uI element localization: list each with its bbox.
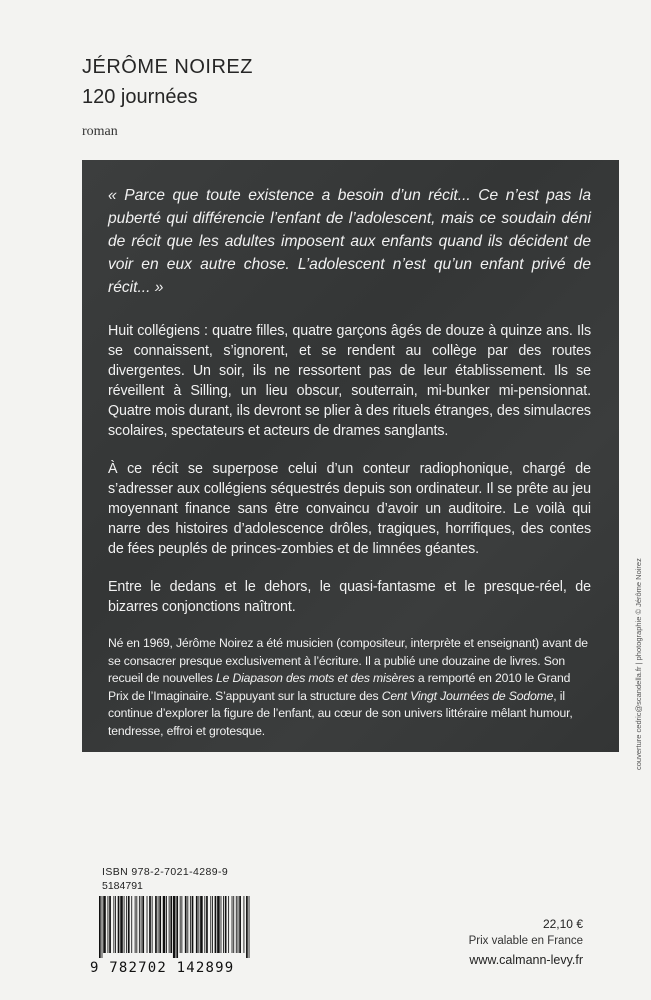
opening-quote: « Parce que toute existence a besoin d’un récit... Ce n’est pas la puberté qui différencie l’enfant de l’adolescent, mais ce soudain déni de récit que les adultes imposent aux enfants quand ils décident de voir en eux autre chose. L’adolescent n’est qu’un enfant privé de récit... » xyxy=(108,187,591,296)
isbn-label: ISBN 978-2-7021-4289-9 xyxy=(102,866,229,878)
price: 22,10 € xyxy=(542,917,583,931)
bio-text-1: Né en 1969, Jérôme Noirez a été musicien (compositeur, interprète et enseignant) avant de se consacrer presque exclusivement à l’écriture. Il a publié une douzaine de livres. Son recueil de nouvelles xyxy=(108,636,588,686)
author-bio xyxy=(108,635,591,741)
author-name: JÉRÔME NOIREZ xyxy=(82,56,253,78)
publisher-website: www.calmann-levy.fr xyxy=(469,953,583,967)
summary-paragraph-1: Huit collégiens : quatre filles, quatre garçons âgés de douze à quinze ans. Ils se connaissent, s’ignorent, et se rendent au collège par des routes divergentes. Un soir, ils ne ressortent pas de leur établissement. Ils se réveillent à Silling, un lieu obscur, souterrain, mi-bunker mi-pensionnat. Quatre mois durant, ils devront se plier à des rituels étranges, des simulacres scolaires, spectateurs et acteurs de drames sanglants. xyxy=(108,323,591,439)
blurb-panel xyxy=(82,160,619,752)
ean-number: 9 782702 142899 xyxy=(90,960,235,976)
barcode xyxy=(97,896,252,958)
bio-text-3: , il continue d’explorer la figure de l’enfant, au cœur de son univers littéraire mêlant humour, tendresse, effroi et grotesque. xyxy=(108,688,573,738)
bio-book-title-1: Le Diapason des mots et des misères xyxy=(215,671,415,686)
cover-credit-text: couverture cedric@scandella.fr | photographie © Jérôme Noirez xyxy=(634,558,643,770)
internal-code: 5184791 xyxy=(102,880,143,892)
bio-book-title-2: Cent Vingt Journées de Sodome xyxy=(381,688,554,703)
summary-paragraph-3: Entre le dedans et le dehors, le quasi-fantasme et le presque-réel, de bizarres conjonctions naîtront. xyxy=(108,579,591,615)
book-title: 120 journées xyxy=(82,86,198,108)
genre-label: roman xyxy=(82,124,118,139)
summary-paragraph-2: À ce récit se superpose celui d’un conteur radiophonique, chargé de s’adresser aux collégiens séquestrés depuis son ordinateur. Il se prête au jeu moyennant finance sans être convaincu d’avoir un auditoire. Le voilà qui narre des histoires d’adolescence drôles, tragiques, horrifiques, des contes de fées peuplés de princes-zombies et de limnées géantes. xyxy=(108,461,591,557)
cover-credit xyxy=(634,470,644,770)
price-validity: Prix valable en France xyxy=(468,935,583,947)
bio-text-2: a remporté en 2010 le Grand Prix de l’Imaginaire. S’appuyant sur la structure des xyxy=(108,671,571,703)
